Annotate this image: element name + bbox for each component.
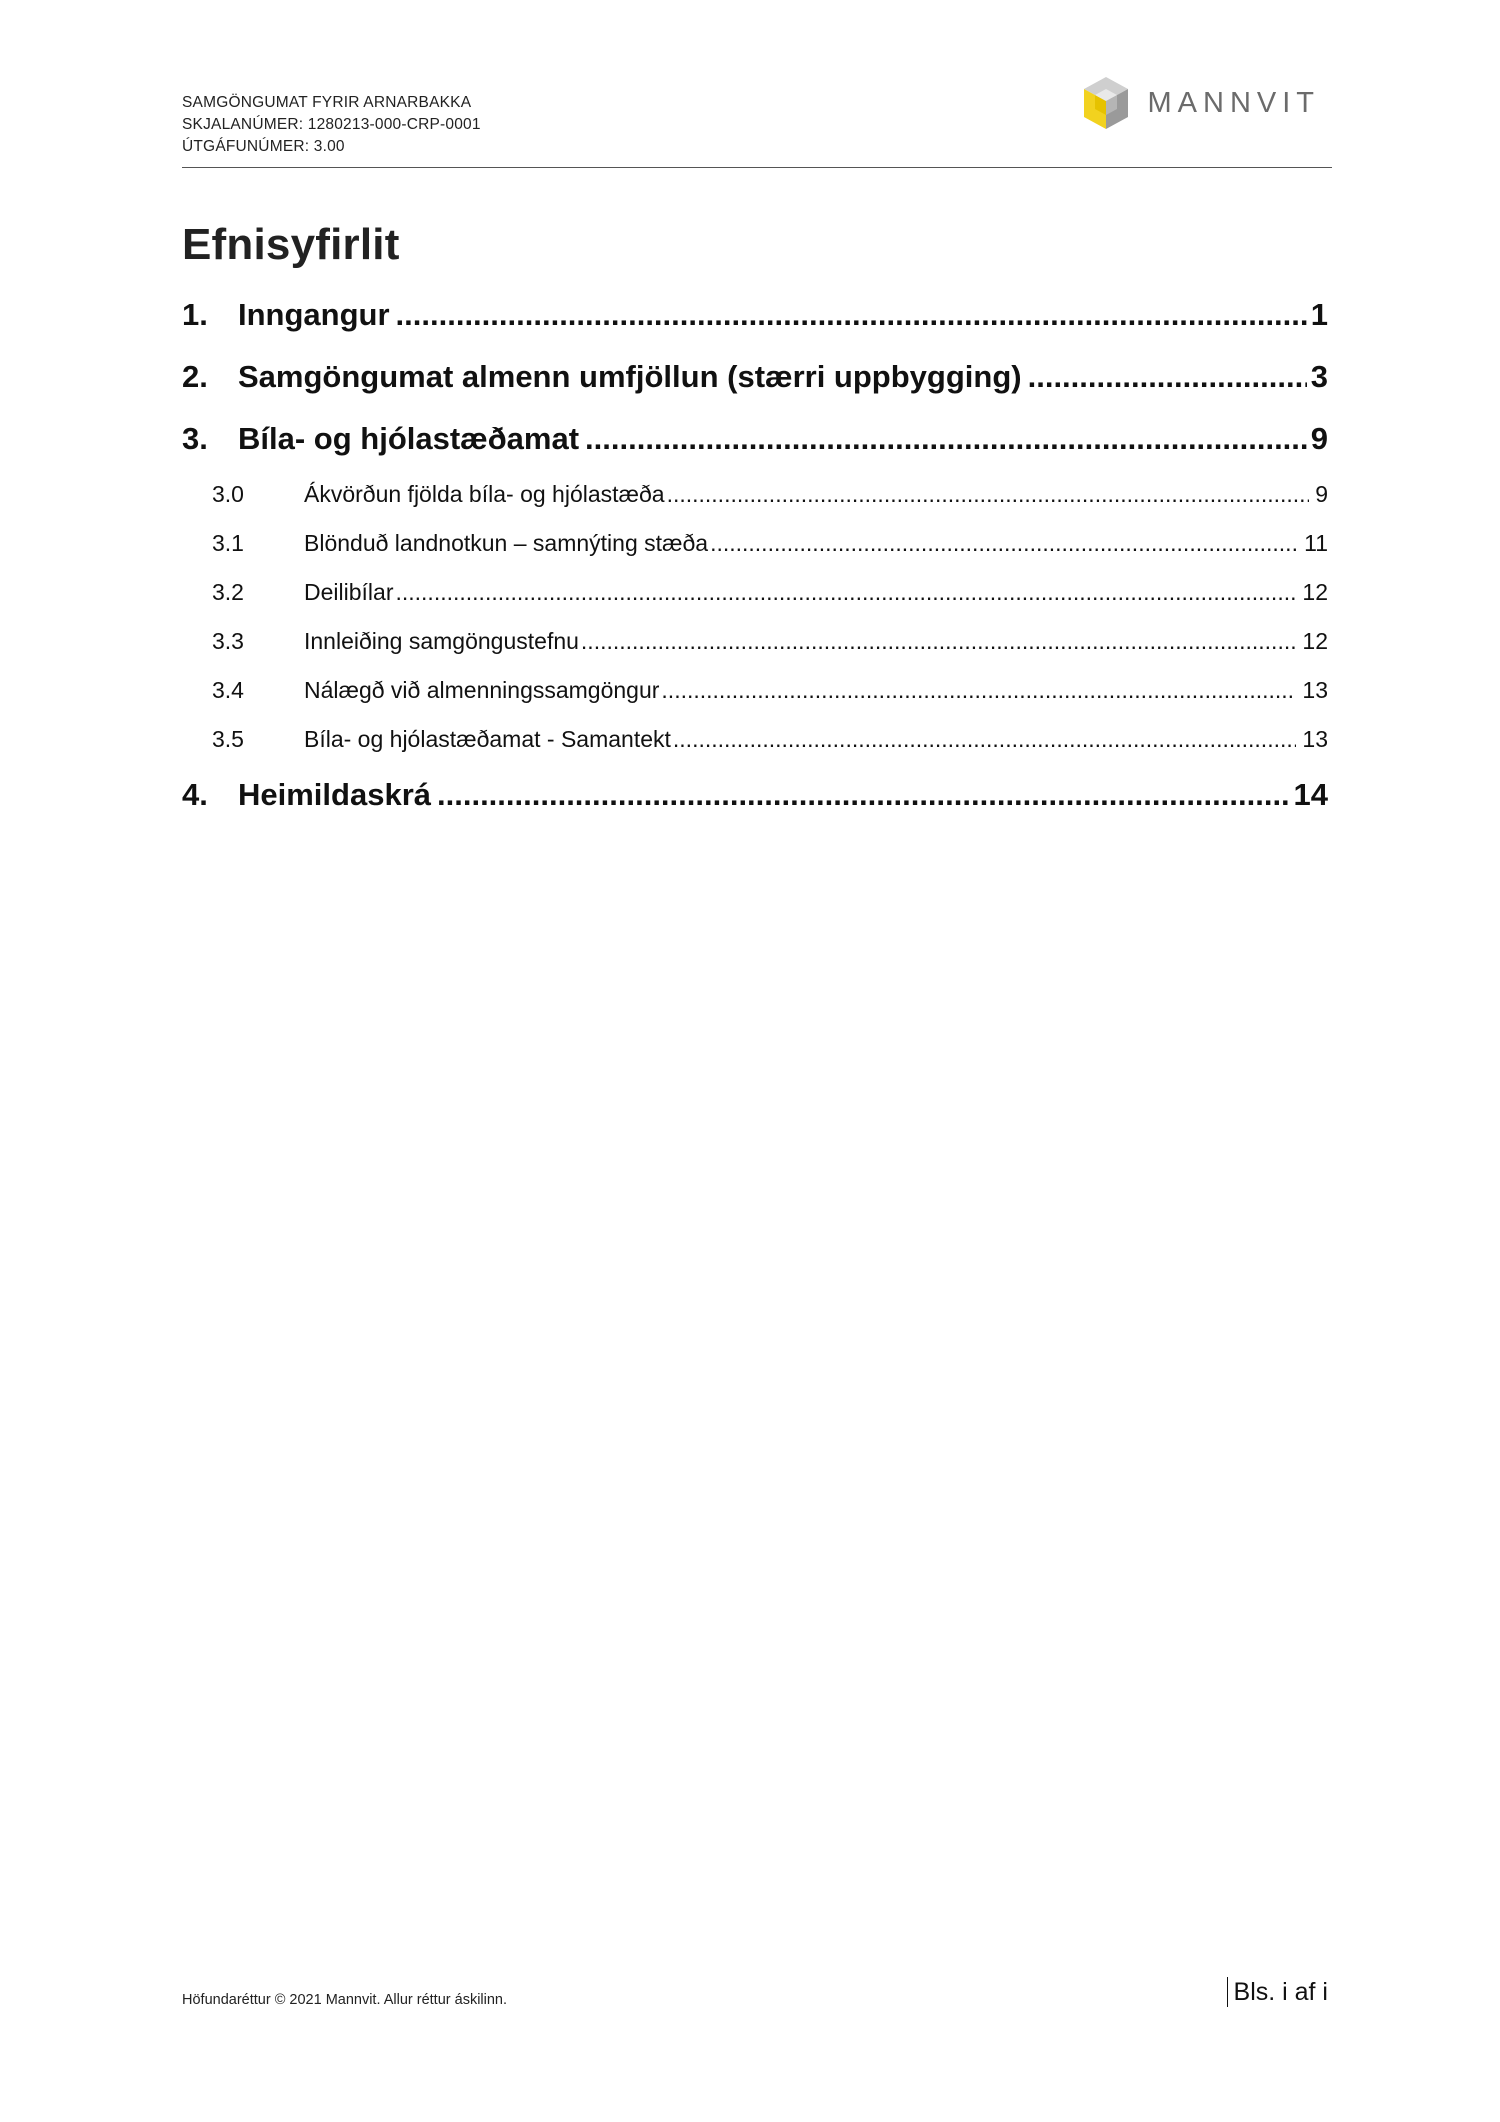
toc-entry-page: 13: [1302, 677, 1328, 703]
toc-leader-dots: [396, 284, 1307, 346]
toc-entry-3-3[interactable]: [182, 617, 1328, 666]
footer-page-number: Bls. i af i: [1227, 1977, 1328, 2007]
project-title: SAMGÖNGUMAT FYRIR ARNARBAKKA: [182, 94, 472, 111]
toc-leader-dots: [1028, 346, 1307, 408]
toc-entry-page: 12: [1302, 579, 1328, 605]
document-number: SKJALANÚMER: 1280213-000-CRP-0001: [182, 116, 481, 133]
document-info: [182, 92, 481, 158]
toc-leader-dots: [710, 519, 1298, 568]
toc-entry-3[interactable]: [182, 408, 1328, 470]
toc-entry-number: 3.0: [212, 481, 244, 507]
toc-entry-3-2[interactable]: [182, 568, 1328, 617]
toc-entry-1[interactable]: [182, 284, 1328, 346]
toc-entry-title: Ákvörðun fjölda bíla- og hjólastæða: [304, 481, 665, 507]
toc-entry-page: 14: [1293, 777, 1328, 812]
toc-entry-page: 12: [1302, 628, 1328, 654]
toc-leader-dots: [667, 470, 1310, 519]
toc-entry-page: 11: [1304, 530, 1328, 556]
toc-entry-title: Blönduð landnotkun – samnýting stæða: [304, 530, 709, 556]
page-header: [182, 86, 1332, 168]
toc-leader-dots: [437, 764, 1290, 826]
toc-entry-number: 2.: [182, 359, 208, 394]
toc-leader-dots: [585, 408, 1307, 470]
toc-entry-page: 9: [1315, 481, 1328, 507]
toc-entry-title: Heimildaskrá: [238, 777, 431, 812]
footer-copyright: Höfundaréttur © 2021 Mannvit. Allur réttur áskilinn.: [182, 1992, 508, 2008]
toc-entry-3-5[interactable]: [182, 715, 1328, 764]
toc-entry-number: 3.3: [212, 628, 244, 654]
table-of-contents: [182, 284, 1328, 826]
mannvit-cube-logo-icon: [1080, 75, 1132, 131]
toc-entry-page: 13: [1302, 726, 1328, 752]
toc-leader-dots: [673, 715, 1297, 764]
toc-entry-3-0[interactable]: [182, 470, 1328, 519]
toc-entry-title: Samgöngumat almenn umfjöllun (stærri uppbygging): [238, 359, 1022, 394]
toc-leader-dots: [581, 617, 1296, 666]
toc-entry-4[interactable]: [182, 764, 1328, 826]
toc-entry-title: Innleiðing samgöngustefnu: [304, 628, 579, 654]
toc-entry-title: Inngangur: [238, 297, 390, 332]
toc-entry-3-4[interactable]: [182, 666, 1328, 715]
toc-entry-number: 3.4: [212, 677, 244, 703]
toc-entry-page: 3: [1310, 359, 1328, 394]
toc-entry-number: 1.: [182, 297, 208, 332]
toc-entry-number: 3.5: [212, 726, 244, 752]
toc-entry-title: Bíla- og hjólastæðamat - Samantekt: [304, 726, 671, 752]
toc-title: Efnisyfirlit: [182, 220, 400, 269]
toc-entry-number: 3.2: [212, 579, 244, 605]
toc-leader-dots: [395, 568, 1296, 617]
toc-entry-title: Deilibílar: [304, 579, 394, 605]
toc-entry-3-1[interactable]: [182, 519, 1328, 568]
brand-name: MANNVIT: [1147, 86, 1320, 119]
toc-entry-title: Nálægð við almenningssamgöngur: [304, 677, 660, 703]
toc-entry-2[interactable]: [182, 346, 1328, 408]
version-number: ÚTGÁFUNÚMER: 3.00: [182, 138, 345, 155]
toc-entry-page: 1: [1310, 297, 1328, 332]
toc-entry-page: 9: [1310, 421, 1328, 456]
toc-entry-number: 3.: [182, 421, 208, 456]
toc-leader-dots: [661, 666, 1296, 715]
toc-entry-number: 4.: [182, 777, 208, 812]
toc-entry-number: 3.1: [212, 530, 244, 556]
mannvit-logo: [1080, 74, 1321, 132]
toc-entry-title: Bíla- og hjólastæðamat: [238, 421, 580, 456]
